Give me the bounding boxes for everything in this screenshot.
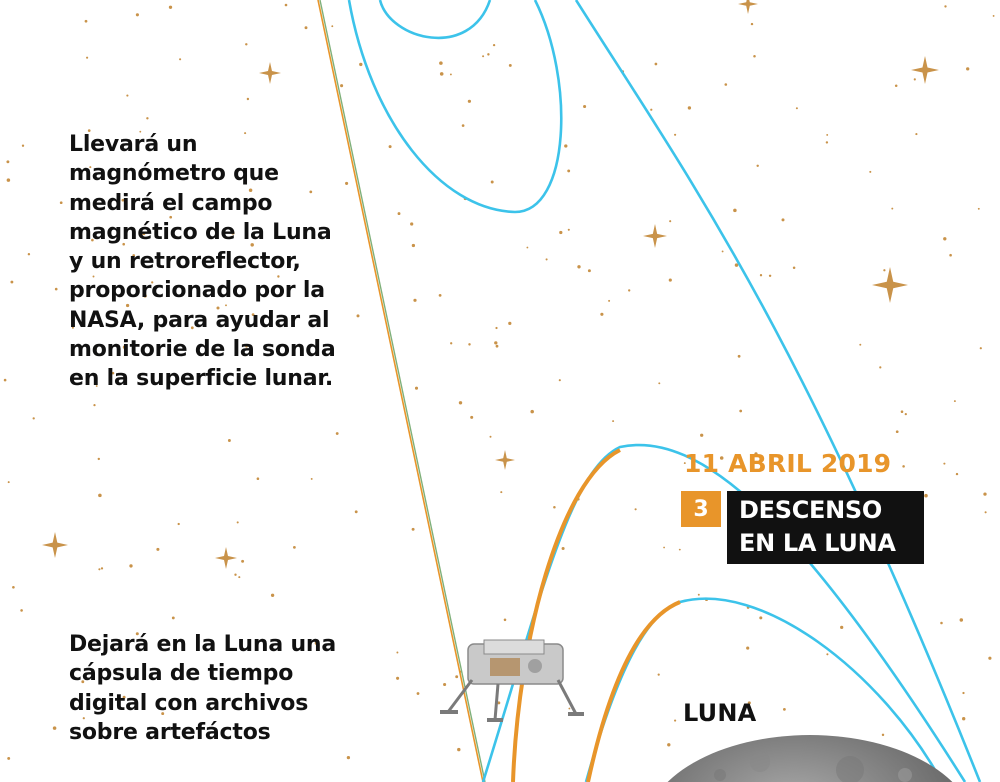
star-dot (940, 622, 943, 625)
star-dot (389, 145, 392, 148)
star-dot (564, 144, 567, 147)
star-dot (546, 258, 548, 260)
star-dot (526, 247, 528, 249)
star-dot (126, 95, 128, 97)
star-dot (495, 327, 497, 329)
star-dot (966, 67, 969, 70)
star-dot (635, 508, 637, 510)
star-dot (396, 677, 399, 680)
star-dot (439, 294, 442, 297)
star-dot (398, 212, 401, 215)
star-dot (588, 269, 591, 272)
star-dot (396, 652, 398, 654)
star-dot (347, 756, 350, 759)
star-dot (7, 178, 11, 182)
star-dot (450, 342, 452, 344)
star-dot (178, 523, 180, 525)
star-dot (985, 511, 987, 513)
star-dot (869, 171, 871, 173)
star-dot (245, 43, 247, 45)
star-dot (896, 430, 899, 433)
star-dot (257, 477, 260, 480)
star-dot (179, 58, 181, 60)
star-dot (769, 275, 771, 277)
sparkle-icon (643, 224, 667, 248)
star-dot (33, 417, 35, 419)
star-dot (237, 521, 239, 523)
star-dot (468, 100, 471, 103)
star-dot (53, 726, 57, 730)
star-dot (559, 231, 562, 234)
star-dot (238, 576, 240, 578)
star-dot (336, 432, 339, 435)
star-dot (136, 13, 139, 16)
star-dot (722, 250, 724, 252)
star-dot (735, 263, 738, 266)
star-dot (55, 288, 58, 291)
instrument-description: Llevará un magnómetro que medirá el campo magnético de la Luna y un retroreflector, proporcionado por la NASA, para ayudar al monitorie de la sonda en la superficie lunar. (69, 132, 336, 392)
star-dot (983, 492, 986, 495)
star-dot (60, 201, 63, 204)
trajectory-arcs (513, 450, 680, 782)
capsule-description: Dejará en la Luna una cápsula de tiempo digital con archivos sobre artefáctos (69, 632, 337, 745)
star-dot (359, 63, 362, 66)
star-dot (700, 434, 703, 437)
star-dot (562, 547, 565, 550)
star-dot (600, 313, 603, 316)
star-dot (129, 564, 132, 567)
star-dot (98, 458, 100, 460)
star-dot (450, 73, 452, 75)
star-dot (509, 64, 512, 67)
star-dot (93, 404, 95, 406)
star-dot (753, 55, 756, 58)
star-dot (895, 84, 898, 87)
star-dot (826, 141, 828, 143)
star-dot (891, 208, 893, 210)
star-dot (496, 345, 499, 348)
star-dot (783, 708, 786, 711)
star-dot (357, 314, 360, 317)
star-dot (228, 439, 231, 442)
star-dot (756, 165, 758, 167)
star-dot (760, 274, 762, 276)
star-dot (494, 341, 497, 344)
star-dot (413, 299, 416, 302)
star-dot (679, 549, 681, 551)
star-dot (241, 560, 244, 563)
star-dot (12, 586, 15, 589)
star-dot (415, 387, 418, 390)
star-dot (759, 616, 762, 619)
star-dot (658, 382, 660, 384)
star-dot (85, 20, 88, 23)
star-dot (146, 117, 148, 119)
star-dot (859, 344, 861, 346)
star-dot (410, 222, 413, 225)
star-dot (355, 510, 358, 513)
star-dot (914, 78, 916, 80)
star-dot (674, 720, 676, 722)
star-dot (443, 683, 446, 686)
star-dot (826, 134, 828, 136)
sparkle-icon (42, 532, 68, 558)
star-dot (345, 182, 348, 185)
star-dot (924, 494, 928, 498)
star-dot (962, 692, 964, 694)
star-dot (234, 574, 236, 576)
star-dot (491, 181, 494, 184)
star-dot (7, 757, 10, 760)
star-dot (247, 98, 249, 100)
star-dot (462, 124, 465, 127)
star-dot (28, 253, 30, 255)
star-dot (4, 379, 7, 382)
star-dot (331, 25, 333, 27)
star-dot (667, 743, 670, 746)
star-dot (567, 169, 570, 172)
star-dot (628, 289, 630, 291)
moon-label: LUNA (683, 699, 757, 727)
star-dot (468, 343, 470, 345)
star-dot (943, 237, 946, 240)
star-dot (412, 244, 415, 247)
star-dot (568, 229, 570, 231)
sparkle-icon (872, 267, 908, 303)
star-dot (98, 494, 102, 498)
star-dot (943, 463, 945, 465)
star-dot (340, 84, 343, 87)
star-dot (305, 26, 308, 29)
star-dot (455, 675, 458, 678)
star-dot (826, 653, 828, 655)
star-dot (482, 55, 484, 57)
star-dot (169, 6, 172, 9)
star-dot (504, 619, 507, 622)
star-dot (978, 208, 980, 210)
step-number-badge: 3 (681, 491, 721, 527)
star-dot (956, 473, 958, 475)
star-dot (490, 436, 492, 438)
star-dot (746, 647, 749, 650)
star-dot (10, 281, 13, 284)
star-dot (412, 528, 415, 531)
sparkle-icon (738, 0, 758, 14)
sparkle-icon (495, 450, 515, 470)
star-dot (487, 53, 489, 55)
star-dot (285, 4, 288, 7)
star-dot (577, 265, 580, 268)
star-dot (793, 266, 796, 269)
star-dot (796, 107, 798, 109)
star-dot (440, 72, 444, 76)
star-dot (568, 708, 570, 710)
star-dot (20, 609, 23, 612)
star-dot (655, 63, 658, 66)
star-dot (470, 416, 473, 419)
star-dot (954, 400, 956, 402)
star-dot (739, 410, 742, 413)
star-dot (650, 109, 652, 111)
star-dot (608, 300, 610, 302)
star-dot (8, 481, 10, 483)
star-dot (98, 568, 100, 570)
star-dot (86, 57, 88, 59)
star-dot (980, 347, 982, 349)
star-dot (674, 134, 676, 136)
star-dot (439, 61, 443, 65)
star-dot (915, 133, 917, 135)
star-dot (559, 379, 561, 381)
star-dot (905, 413, 907, 415)
sparkle-icon (259, 62, 281, 84)
star-dot (688, 106, 691, 109)
star-dot (840, 626, 843, 629)
star-dot (901, 410, 904, 413)
star-dot (530, 410, 534, 414)
star-dot (882, 734, 884, 736)
star-dot (949, 254, 952, 257)
star-dot (669, 279, 672, 282)
star-dot (658, 673, 660, 675)
star-dot (738, 355, 741, 358)
star-dot (751, 23, 753, 25)
orbit-paths (349, 0, 980, 782)
star-dot (724, 83, 727, 86)
star-dot (993, 15, 995, 17)
star-dot (22, 145, 24, 147)
star-dot (500, 491, 502, 493)
star-dot (663, 547, 665, 549)
star-dot (612, 420, 614, 422)
star-dot (156, 548, 159, 551)
star-dot (172, 616, 175, 619)
star-dot (883, 269, 885, 271)
star-dot (960, 618, 963, 621)
star-dot (457, 748, 460, 751)
descent-line (318, 0, 485, 782)
sparkle-icon (215, 547, 237, 569)
star-dot (417, 692, 420, 695)
event-date: 11 ABRIL 2019 (684, 449, 892, 478)
star-dot (902, 465, 905, 468)
star-dot (311, 478, 313, 480)
star-dot (733, 209, 737, 213)
star-dot (553, 506, 556, 509)
star-dot (698, 594, 700, 596)
star-dot (508, 322, 511, 325)
star-dot (459, 401, 462, 404)
star-dot (583, 105, 586, 108)
star-dot (271, 594, 274, 597)
star-dot (6, 160, 9, 163)
moon-icon (645, 735, 975, 782)
star-dot (669, 220, 671, 222)
step-title: DESCENSO EN LA LUNA (727, 491, 924, 564)
star-dot (493, 44, 495, 46)
star-dot (988, 657, 991, 660)
star-dot (879, 366, 881, 368)
star-dot (782, 218, 785, 221)
star-dot (962, 717, 965, 720)
star-dot (101, 567, 103, 569)
star-dot (293, 546, 296, 549)
star-dot (944, 5, 946, 7)
